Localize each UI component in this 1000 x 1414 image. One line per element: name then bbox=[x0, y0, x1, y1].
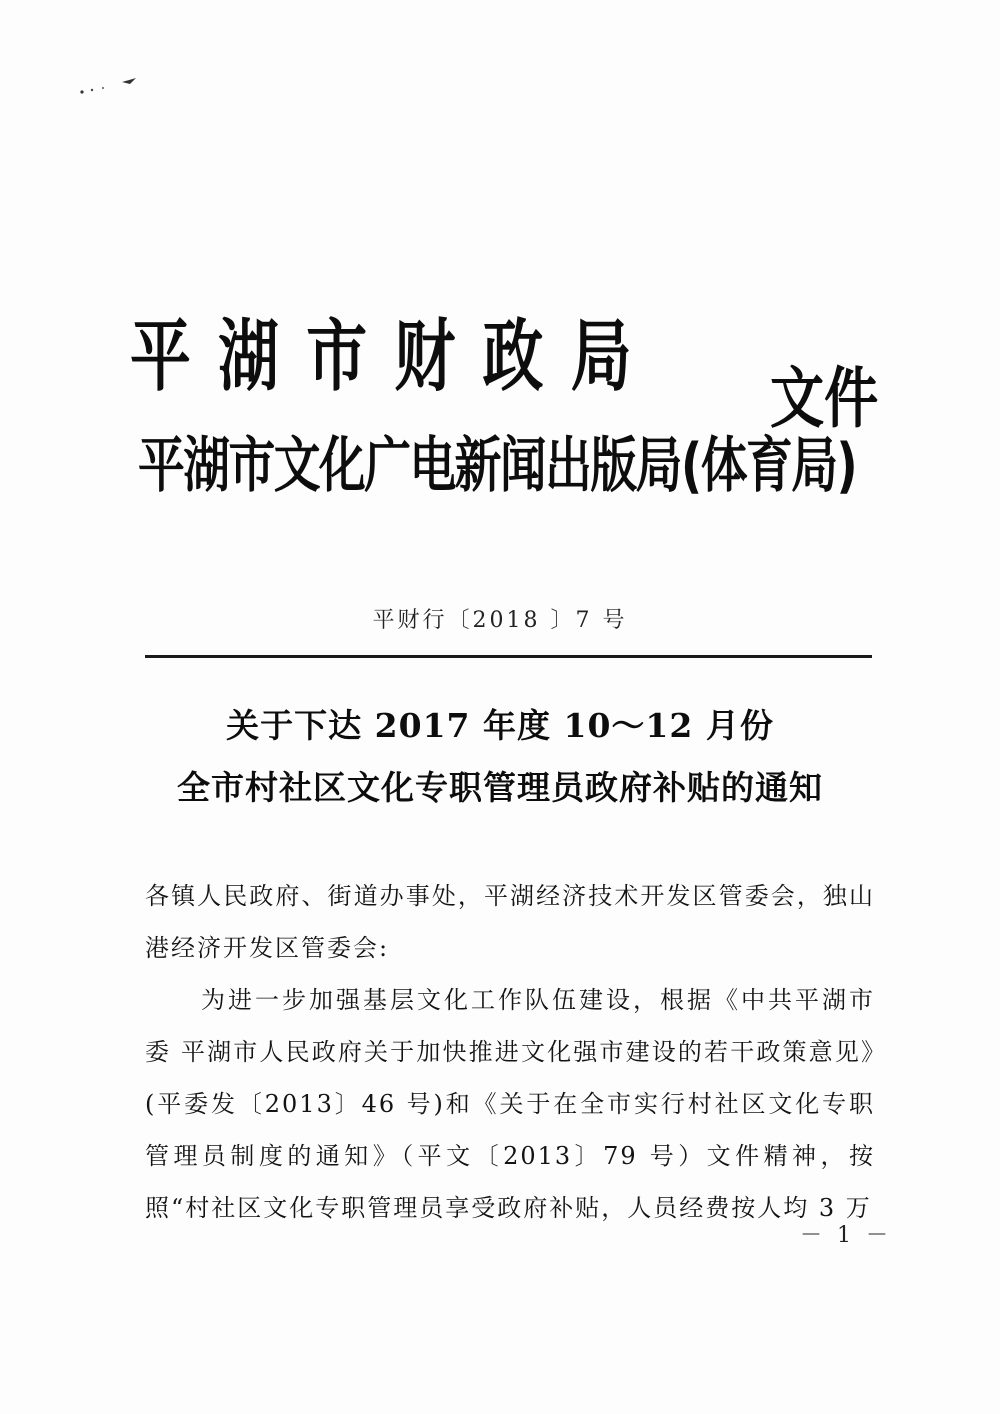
issuing-authority-header bbox=[130, 312, 880, 528]
notice-title-line1: 关于下达 2017 年度 10～12 月份 bbox=[226, 706, 774, 745]
salutation: 各镇人民政府、街道办事处，平湖经济技术开发区管委会，独山港经济开发区管委会: bbox=[145, 882, 875, 962]
page-number: － 1 － bbox=[800, 1223, 892, 1248]
notice-title-line2: 全市村社区文化专职管理员政府补贴的通知 bbox=[177, 768, 823, 807]
document-number: 平财行〔2018 〕7 号 bbox=[372, 608, 628, 633]
issuer-suffix-document: 文件 bbox=[770, 360, 879, 437]
issuer-line-finance-bureau: 平湖市财政局 bbox=[130, 312, 659, 402]
header-divider bbox=[145, 655, 872, 658]
notice-body bbox=[145, 870, 875, 1234]
body-paragraph: 为进一步加强基层文化工作队伍建设，根据《中共平湖市委 平湖市人民政府关于加快推进文化强市建设的若干政策意见》(平委发〔2013〕46 号)和《关于在全市实行村社区文化专职管理员制度的通知》（平文〔2013〕79 号）文件精神，按照“村社区文化专职管理员享受政府补贴，人员经费按人均 3 万 bbox=[145, 986, 875, 1222]
scan-specks bbox=[70, 70, 160, 100]
issuer-line-culture-bureau: 平湖市文化广电新闻出版局(体育局) bbox=[138, 431, 857, 501]
